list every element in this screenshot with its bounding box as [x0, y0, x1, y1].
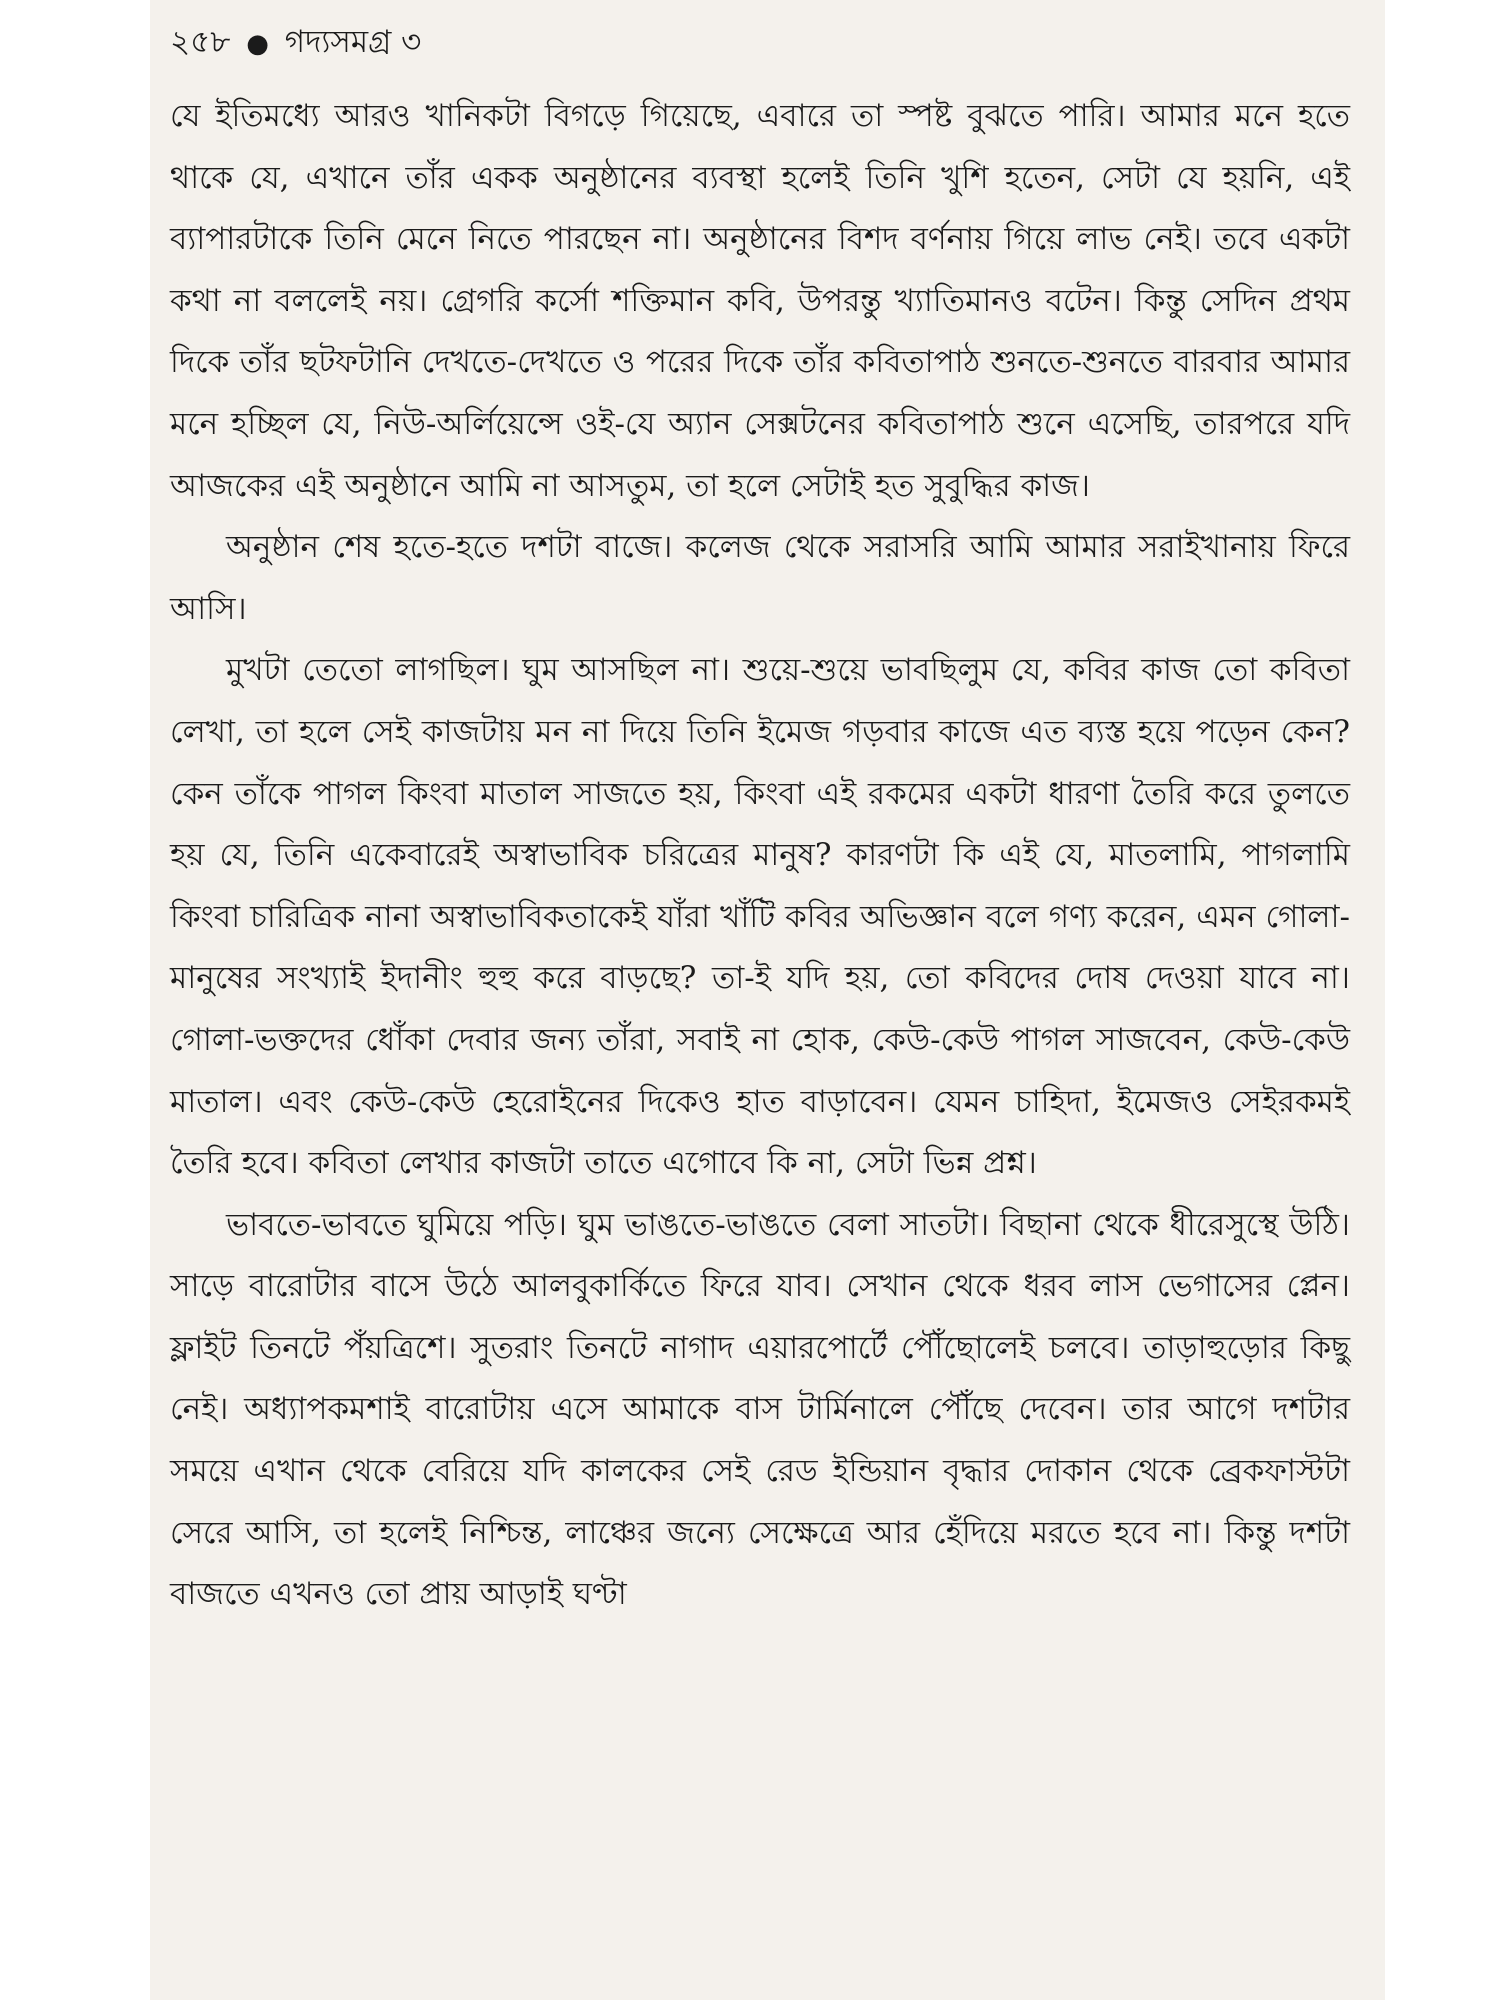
paragraph-2: অনুষ্ঠান শেষ হতে-হতে দশটা বাজে। কলেজ থেকে সরাসরি আমি আমার সরাইখানায় ফিরে আসি।	[170, 529, 1350, 627]
paragraph-3: মুখটা তেতো লাগছিল। ঘুম আসছিল না। শুয়ে-শুয়ে ভাবছিলুম যে, কবির কাজ তো কবিতা লেখা, তা হলে সেই কাজটায় মন না দিয়ে তিনি ইমেজ গড়বার কাজে এত ব্যস্ত হয়ে পড়েন কেন? কেন তাঁকে পাগল কিংবা মাতাল সাজতে হয়, কিংবা এই রকমের একটা ধারণা তৈরি করে তুলতে হয় যে, তিনি একেবারেই অস্বাভাবিক চরিত্রের মানুষ? কারণটা কি এই যে, মাতলামি, পাগলামি কিংবা চারিত্রিক নানা অস্বাভাবিকতাকেই যাঁরা খাঁটি কবির অভিজ্ঞান বলে গণ্য করেন, এমন গোলা-মানুষের সংখ্যাই ইদানীং হুহু করে বাড়ছে? তা-ই যদি হয়, তো কবিদের দোষ দেওয়া যাবে না। গোলা-ভক্তদের ধোঁকা দেবার জন্য তাঁরা, সবাই না হোক, কেউ-কেউ পাগল সাজবেন, কেউ-কেউ মাতাল। এবং কেউ-কেউ হেরোইনের দিকেও হাত বাড়াবেন। যেমন চাহিদা, ইমেজও সেইরকমই তৈরি হবে। কবিতা লেখার কাজটা তাতে এগোবে কি না, সেটা ভিন্ন প্রশ্ন।	[170, 652, 1350, 1182]
bullet-separator: ●	[246, 29, 269, 59]
book-title: গদ্যসমগ্র ৩	[284, 24, 422, 60]
body-text	[170, 86, 1350, 1626]
paragraph-1: যে ইতিমধ্যে আরও খানিকটা বিগড়ে গিয়েছে, এবারে তা স্পষ্ট বুঝতে পারি। আমার মনে হতে থাকে যে, এখানে তাঁর একক অনুষ্ঠানের ব্যবস্থা হলেই তিনি খুশি হতেন, সেটা যে হয়নি, এই ব্যাপারটাকে তিনি মেনে নিতে পারছেন না। অনুষ্ঠানের বিশদ বর্ণনায় গিয়ে লাভ নেই। তবে একটা কথা না বললেই নয়। গ্রেগরি কর্সো শক্তিমান কবি, উপরন্তু খ্যাতিমানও বটেন। কিন্তু সেদিন প্রথম দিকে তাঁর ছটফটানি দেখতে-দেখতে ও পরের দিকে তাঁর কবিতাপাঠ শুনতে-শুনতে বারবার আমার মনে হচ্ছিল যে, নিউ-অর্লিয়েন্সে ওই-যে অ্যান সেক্সটনের কবিতাপাঠ শুনে এসেছি, তারপরে যদি আজকের এই অনুষ্ঠানে আমি না আসতুম, তা হলে সেটাই হত সুবুদ্ধির কাজ।	[170, 98, 1350, 504]
page-number: ২৫৮	[170, 24, 231, 60]
paragraph-4: ভাবতে-ভাবতে ঘুমিয়ে পড়ি। ঘুম ভাঙতে-ভাঙতে বেলা সাতটা। বিছানা থেকে ধীরেসুস্থে উঠি। সাড়ে বারোটার বাসে উঠে আলবুকার্কিতে ফিরে যাব। সেখান থেকে ধরব লাস ভেগাসের প্লেন। ফ্লাইট তিনটে পঁয়ত্রিশে। সুতরাং তিনটে নাগাদ এয়ারপোর্টে পৌঁছোলেই চলবে। তাড়াহুড়োর কিছু নেই। অধ্যাপকমশাই বারোটায় এসে আমাকে বাস টার্মিনালে পৌঁছে দেবেন। তার আগে দশটার সময়ে এখান থেকে বেরিয়ে যদি কালকের সেই রেড ইন্ডিয়ান বৃদ্ধার দোকান থেকে ব্রেকফাস্টটা সেরে আসি, তা হলেই নিশ্চিন্ত, লাঞ্চের জন্যে সেক্ষেত্রে আর হেঁদিয়ে মরতে হবে না। কিন্তু দশটা বাজতে এখনও তো প্রায় আড়াই ঘণ্টা	[170, 1206, 1350, 1613]
running-head	[170, 22, 421, 64]
